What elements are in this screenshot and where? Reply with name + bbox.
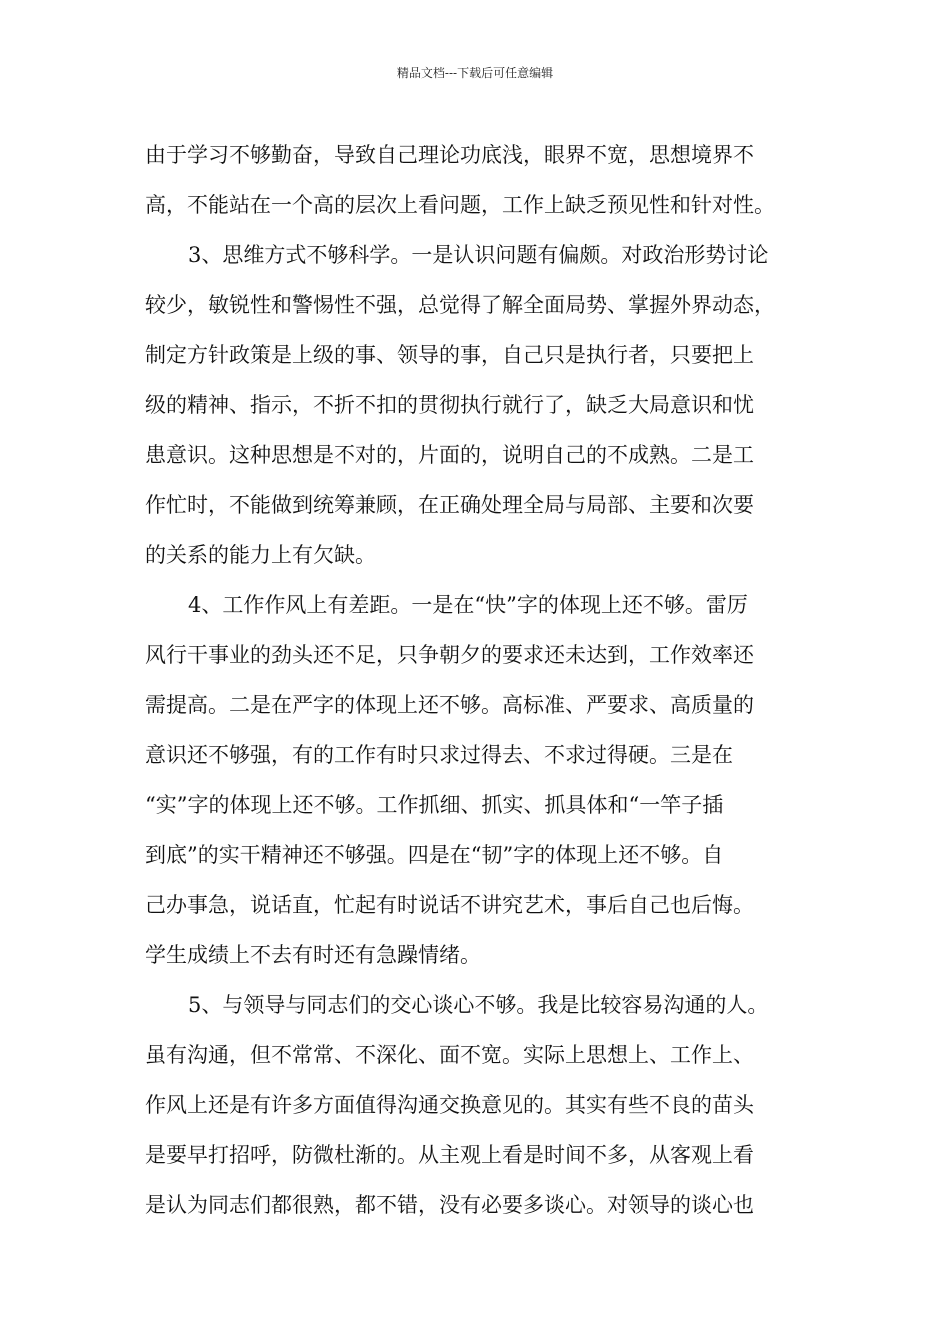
text-line: 需提高。二是在严字的体现上还不够。高标准、严要求、高质量的 xyxy=(145,693,754,717)
text-line: 风行干事业的劲头还不足，只争朝夕的要求还未达到，工作效率还 xyxy=(145,643,754,667)
text-line: 学生成绩上不去有时还有急躁情绪。 xyxy=(145,943,481,967)
text-line: 的关系的能力上有欠缺。 xyxy=(145,543,376,567)
text-line: 级的精神、指示，不折不扣的贯彻执行就行了，缺乏大局意识和忧 xyxy=(145,393,754,417)
text-line: 高，不能站在一个高的层次上看问题，工作上缺乏预见性和针对性。 xyxy=(145,193,775,217)
text-line: 是认为同志们都很熟，都不错，没有必要多谈心。对领导的谈心也 xyxy=(145,1193,754,1217)
page-header: 精品文档---下载后可任意编辑 xyxy=(396,66,554,80)
text-line: “实”字的体现上还不够。工作抓细、抓实、抓具体和“一竿子插 xyxy=(145,793,724,817)
text-line: 己办事急，说话直，忙起有时说话不讲究艺术，事后自己也后悔。 xyxy=(145,893,754,917)
document-body xyxy=(145,130,815,1230)
text-line: 5、与领导与同志们的交心谈心不够。我是比较容易沟通的人。 xyxy=(188,993,769,1017)
text-line: 意识还不够强，有的工作有时只求过得去、不求过得硬。三是在 xyxy=(145,743,733,767)
text-line: 较少，敏锐性和警惕性不强，总觉得了解全面局势、掌握外界动态， xyxy=(145,293,775,317)
text-line: 作风上还是有许多方面值得沟通交换意见的。其实有些不良的苗头 xyxy=(145,1093,754,1117)
text-line: 患意识。这种思想是不对的，片面的，说明自己的不成熟。二是工 xyxy=(145,443,754,467)
text-line: 是要早打招呼，防微杜渐的。从主观上看是时间不多，从客观上看 xyxy=(145,1143,754,1167)
text-line: 作忙时，不能做到统筹兼顾，在正确处理全局与局部、主要和次要 xyxy=(145,493,754,517)
text-line: 到底”的实干精神还不够强。四是在“韧”字的体现上还不够。自 xyxy=(145,843,724,867)
text-line: 4、工作作风上有差距。一是在“快”字的体现上还不够。雷厉 xyxy=(188,593,748,617)
text-line: 制定方针政策是上级的事、领导的事，自己只是执行者，只要把上 xyxy=(145,343,754,367)
text-line: 由于学习不够勤奋，导致自己理论功底浅，眼界不宽，思想境界不 xyxy=(145,143,754,167)
text-line: 虽有沟通，但不常常、不深化、面不宽。实际上思想上、工作上、 xyxy=(145,1043,754,1067)
text-line: 3、思维方式不够科学。一是认识问题有偏颇。对政治形势讨论 xyxy=(188,243,769,267)
